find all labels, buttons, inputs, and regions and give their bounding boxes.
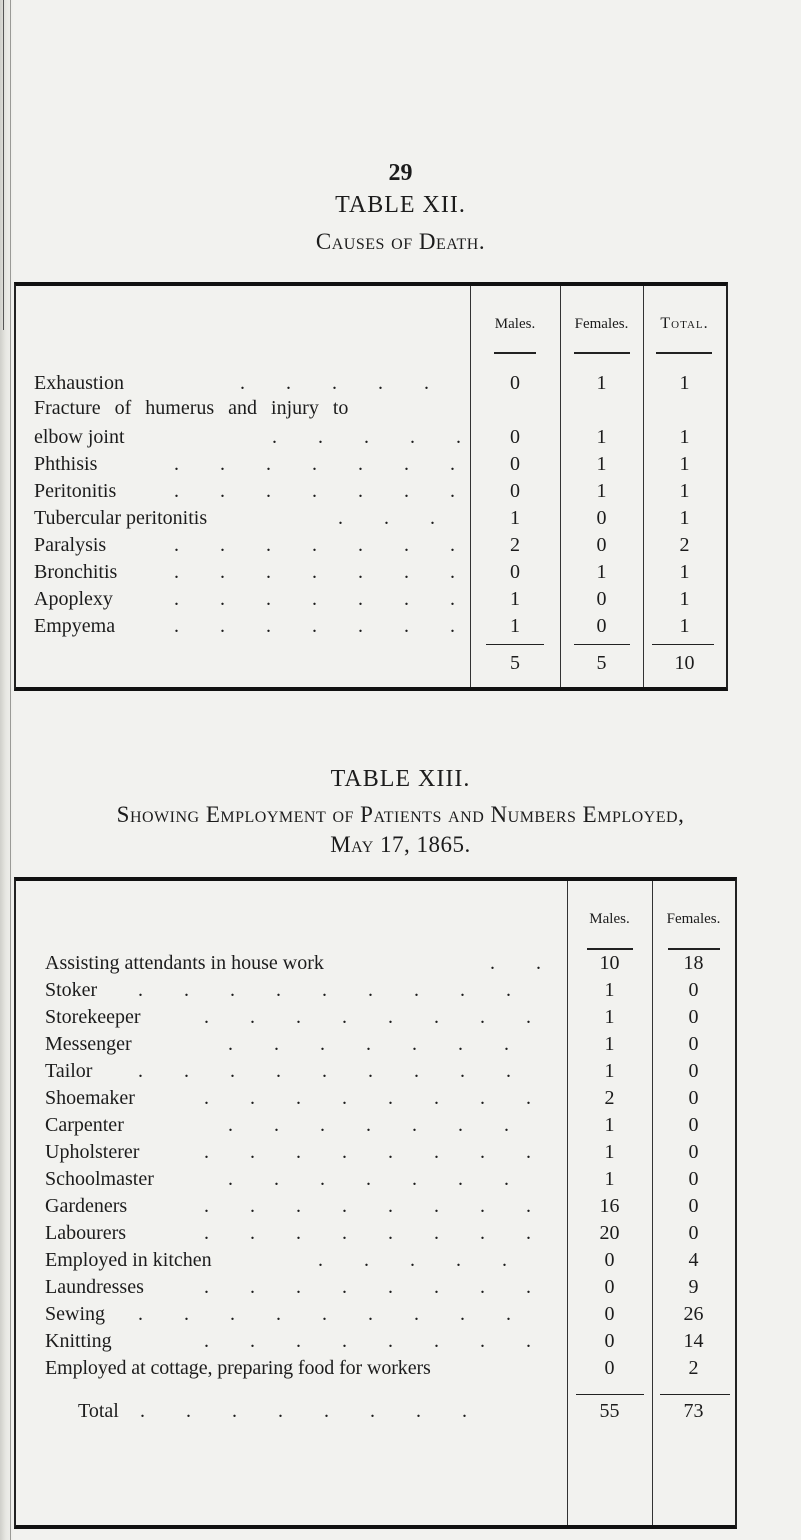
cause-label: Paralysis — [34, 534, 107, 556]
males-total: 55 — [599, 1400, 620, 1422]
females-value: 0 — [688, 1141, 699, 1163]
employment-label: Upholsterer — [45, 1141, 140, 1163]
females-value: 1 — [596, 480, 607, 502]
employment-label: Storekeeper — [45, 1006, 141, 1028]
males-value: 0 — [604, 1249, 615, 1271]
females-value: 0 — [688, 1168, 699, 1190]
leader-dots: . . . . . — [318, 1249, 525, 1271]
leader-dots: . . . . . . . — [174, 534, 473, 556]
males-value: 0 — [510, 426, 520, 448]
leader-dots: . . . . . . . . — [140, 1400, 485, 1422]
females-value: 0 — [688, 1033, 699, 1055]
males-value: 1 — [604, 1114, 615, 1136]
females-value: 1 — [596, 561, 607, 583]
table-12-header-rule — [656, 352, 712, 354]
leader-dots: . . . . . . . . . — [138, 979, 529, 1001]
females-value: 18 — [683, 952, 704, 974]
males-value: 2 — [510, 534, 520, 556]
table-13-sum-rule — [576, 1394, 644, 1395]
table-12-title: TABLE XII. — [335, 192, 466, 218]
males-value: 16 — [599, 1195, 620, 1217]
males-value: 10 — [599, 952, 620, 974]
leader-dots: . . . . . . . — [174, 615, 473, 637]
leader-dots: . . . . . . . — [174, 453, 473, 475]
males-value: 0 — [510, 480, 520, 502]
table-13-header-females: Females. — [666, 911, 721, 927]
leader-dots: . . . . . — [272, 426, 479, 448]
cause-label: Tubercular peritonitis — [34, 507, 208, 529]
males-value: 0 — [604, 1303, 615, 1325]
males-value: 20 — [599, 1222, 620, 1244]
males-value: 1 — [510, 507, 520, 529]
males-value: 1 — [604, 1168, 615, 1190]
table-12-sum-rule — [574, 644, 630, 645]
males-value: 0 — [510, 561, 520, 583]
employment-label: Employed in kitchen — [45, 1249, 212, 1271]
table-13-subtitle-line-2: May 17, 1865. — [330, 832, 471, 857]
employment-label: Tailor — [45, 1060, 93, 1082]
total-value: 1 — [679, 372, 690, 394]
leader-dots: . . . . . . . . . — [138, 1060, 529, 1082]
cause-label: Empyema — [34, 615, 116, 637]
males-value: 1 — [604, 1141, 615, 1163]
total-value: 1 — [679, 480, 690, 502]
cause-label: Exhaustion — [34, 372, 124, 394]
table-12-sum-rule — [486, 644, 544, 645]
table-13-subtitle-line-1: Showing Employment of Patients and Numbers Employed, — [116, 802, 685, 827]
leader-dots: . . . . . . . . . — [138, 1303, 529, 1325]
leader-dots: . . . . . . . . — [204, 1006, 549, 1028]
females-value: 0 — [688, 1195, 699, 1217]
total-value: 1 — [679, 507, 690, 529]
females-value: 1 — [596, 453, 607, 475]
females-value: 2 — [688, 1357, 699, 1379]
total-value: 1 — [679, 561, 690, 583]
total-value: 1 — [679, 588, 690, 610]
females-value: 4 — [688, 1249, 699, 1271]
employment-label: Laundresses — [45, 1276, 144, 1298]
cause-label: Peritonitis — [34, 480, 117, 502]
total-value: 1 — [679, 453, 690, 475]
females-value: 0 — [596, 588, 607, 610]
females-value: 1 — [596, 372, 607, 394]
table-12-sum-rule — [652, 644, 714, 645]
table-12-header-females: Females. — [574, 316, 629, 332]
females-value: 26 — [683, 1303, 704, 1325]
males-value: 1 — [604, 1006, 615, 1028]
leader-dots: . . — [490, 952, 559, 974]
total-label: Total — [78, 1400, 119, 1422]
females-value: 0 — [596, 534, 607, 556]
table-12-subtitle: Causes of Death. — [315, 229, 486, 254]
employment-label: Messenger — [45, 1033, 132, 1055]
cause-label: Fracture of humerus and injury to — [34, 397, 349, 419]
employment-label: Labourers — [45, 1222, 127, 1244]
table-13-title: TABLE XIII. — [330, 766, 471, 792]
females-value: 1 — [596, 426, 607, 448]
employment-label: Schoolmaster — [45, 1168, 154, 1190]
employment-label: Sewing — [45, 1303, 105, 1325]
leader-dots: . . . . . — [240, 372, 447, 394]
leader-dots: . . . . . . . . — [204, 1222, 549, 1244]
males-value: 0 — [604, 1357, 615, 1379]
table-12-header-rule — [574, 352, 630, 354]
grand-total: 10 — [674, 652, 695, 674]
cause-label: Phthisis — [34, 453, 98, 475]
females-value: 0 — [596, 507, 607, 529]
females-value: 0 — [688, 979, 699, 1001]
leader-dots: . . . . . . . — [228, 1033, 527, 1055]
cause-label: Bronchitis — [34, 561, 118, 583]
males-value: 1 — [510, 588, 520, 610]
females-value: 0 — [688, 1087, 699, 1109]
total-value: 1 — [679, 615, 690, 637]
females-value: 9 — [688, 1276, 699, 1298]
employment-label: Stoker — [45, 979, 98, 1001]
total-value: 2 — [679, 534, 690, 556]
males-value: 1 — [604, 1033, 615, 1055]
employment-label: Gardeners — [45, 1195, 128, 1217]
cause-label: elbow joint — [34, 426, 125, 448]
table-13-header-males: Males. — [589, 911, 630, 927]
leader-dots: . . . . . . . . — [204, 1087, 549, 1109]
employment-label: Assisting attendants in house work — [45, 952, 324, 974]
total-value: 1 — [679, 426, 690, 448]
leader-dots: . . . . . . . — [228, 1114, 527, 1136]
employment-label: Shoemaker — [45, 1087, 135, 1109]
leader-dots: . . . . . . . — [174, 480, 473, 502]
table-12-header-total: Total. — [660, 315, 709, 332]
males-value: 1 — [604, 979, 615, 1001]
leader-dots: . . . . . . . — [228, 1168, 527, 1190]
leader-dots: . . . . . . . . — [204, 1141, 549, 1163]
leader-dots: . . . . . . . — [174, 561, 473, 583]
page-number: 29 — [388, 160, 413, 186]
males-value: 0 — [510, 453, 520, 475]
females-total: 73 — [683, 1400, 704, 1422]
leader-dots: . . . . . . . . — [204, 1195, 549, 1217]
females-value: 14 — [683, 1330, 704, 1352]
females-value: 0 — [596, 615, 607, 637]
females-total: 5 — [596, 652, 607, 674]
males-total: 5 — [510, 652, 520, 674]
table-13 — [14, 877, 737, 1529]
leader-dots: . . . — [338, 507, 453, 529]
table-12-header-males: Males. — [494, 316, 536, 332]
table-12 — [14, 282, 728, 691]
females-value: 0 — [688, 1222, 699, 1244]
males-value: 0 — [510, 372, 520, 394]
cause-label: Apoplexy — [34, 588, 113, 610]
employment-label: Carpenter — [45, 1114, 124, 1136]
leader-dots: . . . . . . . — [174, 588, 473, 610]
males-value: 1 — [510, 615, 520, 637]
females-value: 0 — [688, 1006, 699, 1028]
leader-dots: . . . . . . . . — [204, 1276, 549, 1298]
employment-label: Employed at cottage, preparing food for workers — [45, 1357, 431, 1379]
males-value: 1 — [604, 1060, 615, 1082]
table-13-sum-rule — [660, 1394, 730, 1395]
males-value: 0 — [604, 1276, 615, 1298]
table-13-header-rule — [668, 948, 720, 950]
males-value: 0 — [604, 1330, 615, 1352]
females-value: 0 — [688, 1060, 699, 1082]
males-value: 2 — [604, 1087, 615, 1109]
table-13-header-rule — [587, 948, 633, 950]
leader-dots: . . . . . . . . — [204, 1330, 549, 1352]
table-12-header-rule — [494, 352, 536, 354]
employment-label: Knitting — [45, 1330, 112, 1352]
females-value: 0 — [688, 1114, 699, 1136]
